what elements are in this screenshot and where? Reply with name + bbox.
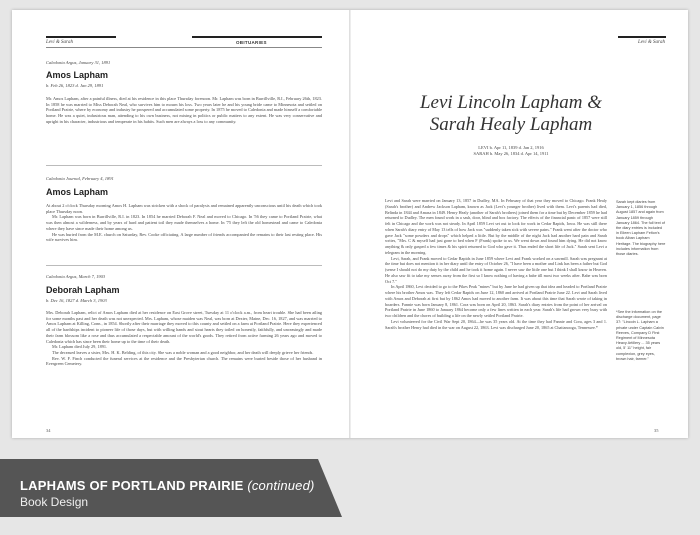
banner-subtitle: Book Design xyxy=(20,495,89,509)
banner-title-text: LAPHAMS OF PORTLAND PRAIRIE xyxy=(20,478,244,493)
banner-title xyxy=(20,478,315,493)
biography-paragraph: Levi volunteered for the Civil War Sept 20, 1864—he was 35 years old. At the time they had Fannie and Cora, ages 3 and 1. Sarah's brother Henry had died in the war on August 22, 1863. Levi was discharged June 20, 1865 at Chattanooga, Tennessee.* xyxy=(385,318,607,330)
sidebar-note-discharge: *See the information on the discharge document, page 37: "Lincoln L. Lapham a private under Captain Calvin Reeves, Company D First Regiment of Minnesota Heavy Artillery ... 35 years old, 5' 11" height, fair complexion, grey eyes, brown hair, farmer." xyxy=(616,310,664,361)
sidebar-note-diaries: Sarah kept diaries from January 1, 1856 through August 1857 and again from January 1859 through January 1864. The full text of the diary entries is included in Eileen Lapham Felton's book Alban Lapham Heritage. The biography here includes information from those diaries. xyxy=(616,200,666,257)
obituary-paragraph: The deceased leaves a sister, Mrs. H. K. Belding, of this city. She was a noble woman and a good neighbor, and her death will deeply grieve her friends. xyxy=(52,349,314,355)
header-rule-section xyxy=(192,36,322,38)
obituary-name: Amos Lapham xyxy=(46,187,109,197)
running-head-right: Levi & Sarah xyxy=(638,40,665,45)
obituary-paragraph: Mr. Lapham was born in Burrillville, R.I. in 1823. In 1854 he married Deborah F. Neal and moved to Chicago. In '56 they came to Portland Prairie, what was then almost a wilderness, and by years of hard and patient toil they made themselves a home. In '75 they left the old homestead and came to Caledonia where they have since made their home among us. xyxy=(46,214,322,231)
header-rule-right xyxy=(618,36,666,38)
obituary-body xyxy=(46,96,322,125)
obituary-separator xyxy=(46,265,322,266)
obituary-name: Deborah Lapham xyxy=(46,285,120,295)
biography-paragraph: Levi and Sarah were married on January 13, 1857 in Dudley, MA. In February of that year they moved to Chicago. Frank Healy (Sarah's brother) and Andrew Jackson Lapham, known as Jack (Levi's younger brother) lived with them. Levi's parents had died, Belinda in 1844 and Amasa in 1849. Henry Healy (another of Sarah's brothers) joined them for a time but by December 1859 he had returned to Dudley. The men found work in a sash, door, blind and box factory. The effects of the financial panic of 1857 were still felt in Chicago and the work was not steady. In April 1859 Levi set out to look for work in Cedar Rapids, Iowa. He was still there when Sarah's diary entry of May 13 tells of how Jack was "suddenly taken sick with severe pains." Frank went after the doctor who gave Jack "some powders and drops" which helped a little. But by the middle of the night Jack had another hard pain and Sarah writes, "Mrs. C & myself had just gone to bed when F (Frank) spoke to us. We went down and found him dying. He did not know anything & only gasped a few times & his spirit returned to God who gave it. Thus ended the short life of Jack." Sarah sent Levi a telegram in the morning. xyxy=(385,198,607,255)
obituary-separator xyxy=(46,165,322,166)
banner-title-suffix: (continued) xyxy=(247,478,315,493)
chapter-title-line2: Sarah Healy Lapham xyxy=(429,114,593,135)
header-hairline xyxy=(46,47,322,48)
birth-line-levi: LEVI b. Apr 11, 1839 d. Jan 2, 1916 xyxy=(478,145,544,150)
chapter-title-line1: Levi Lincoln Lapham & xyxy=(419,92,603,113)
obituary-body xyxy=(46,310,322,367)
obituary-source: Caledonia Argus, March 7, 1903 xyxy=(46,274,106,279)
obituary-paragraph: At about 2 o'clock Thursday morning Amos H. Lapham was stricken with a shock of paralysis and remained apparently unconscious until his death which took place Thursday noon. xyxy=(46,203,322,214)
obituary-paragraph: Rev. W. F. Finch conducted the funeral services at the residence and the Presbyterian church. The remains were buried beside those of her husband in Evergreen Cemetery. xyxy=(46,355,322,367)
obituary-dates: b. Dec 16, 1827 d. March 3, 1903 xyxy=(46,298,107,303)
obituary-name: Amos Lapham xyxy=(46,70,109,80)
obituary-paragraph: Mr. Lapham died July 29, 1891. xyxy=(52,344,108,350)
birth-line-sarah: SARAH b. May 26, 1834 d. Apr 14, 1911 xyxy=(473,151,549,156)
obituary-source: Caledonia Argus, January 31, 1891 xyxy=(46,60,111,65)
obituary-paragraph: Mr. Amos Lapham, after a painful illness, died at his residence in this place Thursday forenoon. Mr. Lapham was born in Burrillville, R.I., February 26th, 1823. In 1858 he was married to Miss Deborah Neal, who survives him to mourn his loss. Two years later he and his young bride came to Minnesota and settled on Portland Prairie, where by economy and industry he prospered and accumulated some property. In 1875 he moved to Caledonia and made himself a comfortable home. He was a quiet, industrious man, attending to his own business, not mixing in politics or public matters to any extent. He was very conservative and upright in his character, industrious and temperate in his habits. Such men are always a loss to any community. xyxy=(46,96,322,124)
obituary-paragraph: Mrs. Deborah Lapham, relict of Amos Lapham died at her residence on East Grove street, Tuesday at 11 o'clock a.m., from heart trouble. She had been ailing for some months past and her death was not unexpected. Mrs. Lapham, whose maiden was Neal, was born at Dexter, Maine, Dec. 16, 1827, and was married to Amos Lapham at Killing, Conn., in 1854. Shortly after their marriage they moved to this county and settled on a farm at Portland Prairie. Here they experienced all of the hardships incident to pioneer life of those days, but with willing hands and stout hearts they toiled on honestly, faithfully, and unceasingly and made their farm blossom like a rose and thus accumulated a respectable amount of the world's goods. They retired from active farming 26 years ago and moved to Caledonia which has since been their home up to the time of their death. xyxy=(46,310,322,344)
biography-paragraph: Levi, Sarah, and Frank moved to Cedar Rapids in June 1859 where Levi and Frank worked on a sawmill. Sarah was pregnant at the time but does not mention it in her diary until the entry of October 26, "I have been a mother and Link has been a father but God (sense I should not do my duty by the child and he took it home again. I never saw the little one but I think I shall know in Heaven. He also saw fit to take my senses away from the first so I know nothing of having a babe till most two weeks after. Babe was born Oct 7." xyxy=(385,255,607,284)
biography-paragraph: In April 1860, Levi decided to go to the Pikes Peak "mines" but by June he had given up that idea and headed to Portland Prairie where his brother Amos was. They left Cedar Rapids on June 12, 1860 and arrived at Portland Prairie June 22. Levi and Sarah lived with Amos and Deborah at first but by 1862 Amos had moved to another farm. It was about this time that Sarah wrote of taking in boarders. Fannie was born January 8, 1861. Cora was born on April 20, 1863. Sarah's diary entries from the point of her arrival on Portland Prairie in June 1860 to January 1864 become only a few lines written in each year. Sarah's life had grown very busy with two children and the chores of building a life on the newly settled Portland Prairie. xyxy=(385,284,607,318)
section-head: OBITUARIES xyxy=(236,40,267,45)
obituary-dates: b. Feb 26, 1823 d. Jan 29, 1891 xyxy=(46,83,104,88)
header-rule-left xyxy=(46,36,116,38)
obituary-paragraph: He was buried from the M.E. church on Saturday, Rev. Cooke officiating. A large number of friends accompanied the remains to their last resting place. His wife survives him. xyxy=(46,231,322,243)
page-number-left: 34 xyxy=(46,428,51,433)
biography-body xyxy=(385,198,607,330)
obituary-body xyxy=(46,203,322,243)
left-page xyxy=(12,10,349,438)
obituary-source: Caledonia Journal, February 4, 1891 xyxy=(46,176,114,181)
page-number-right: 35 xyxy=(654,428,659,433)
book-spread xyxy=(12,10,688,438)
running-head-left: Levi & Sarah xyxy=(46,40,73,45)
right-page xyxy=(351,10,688,438)
